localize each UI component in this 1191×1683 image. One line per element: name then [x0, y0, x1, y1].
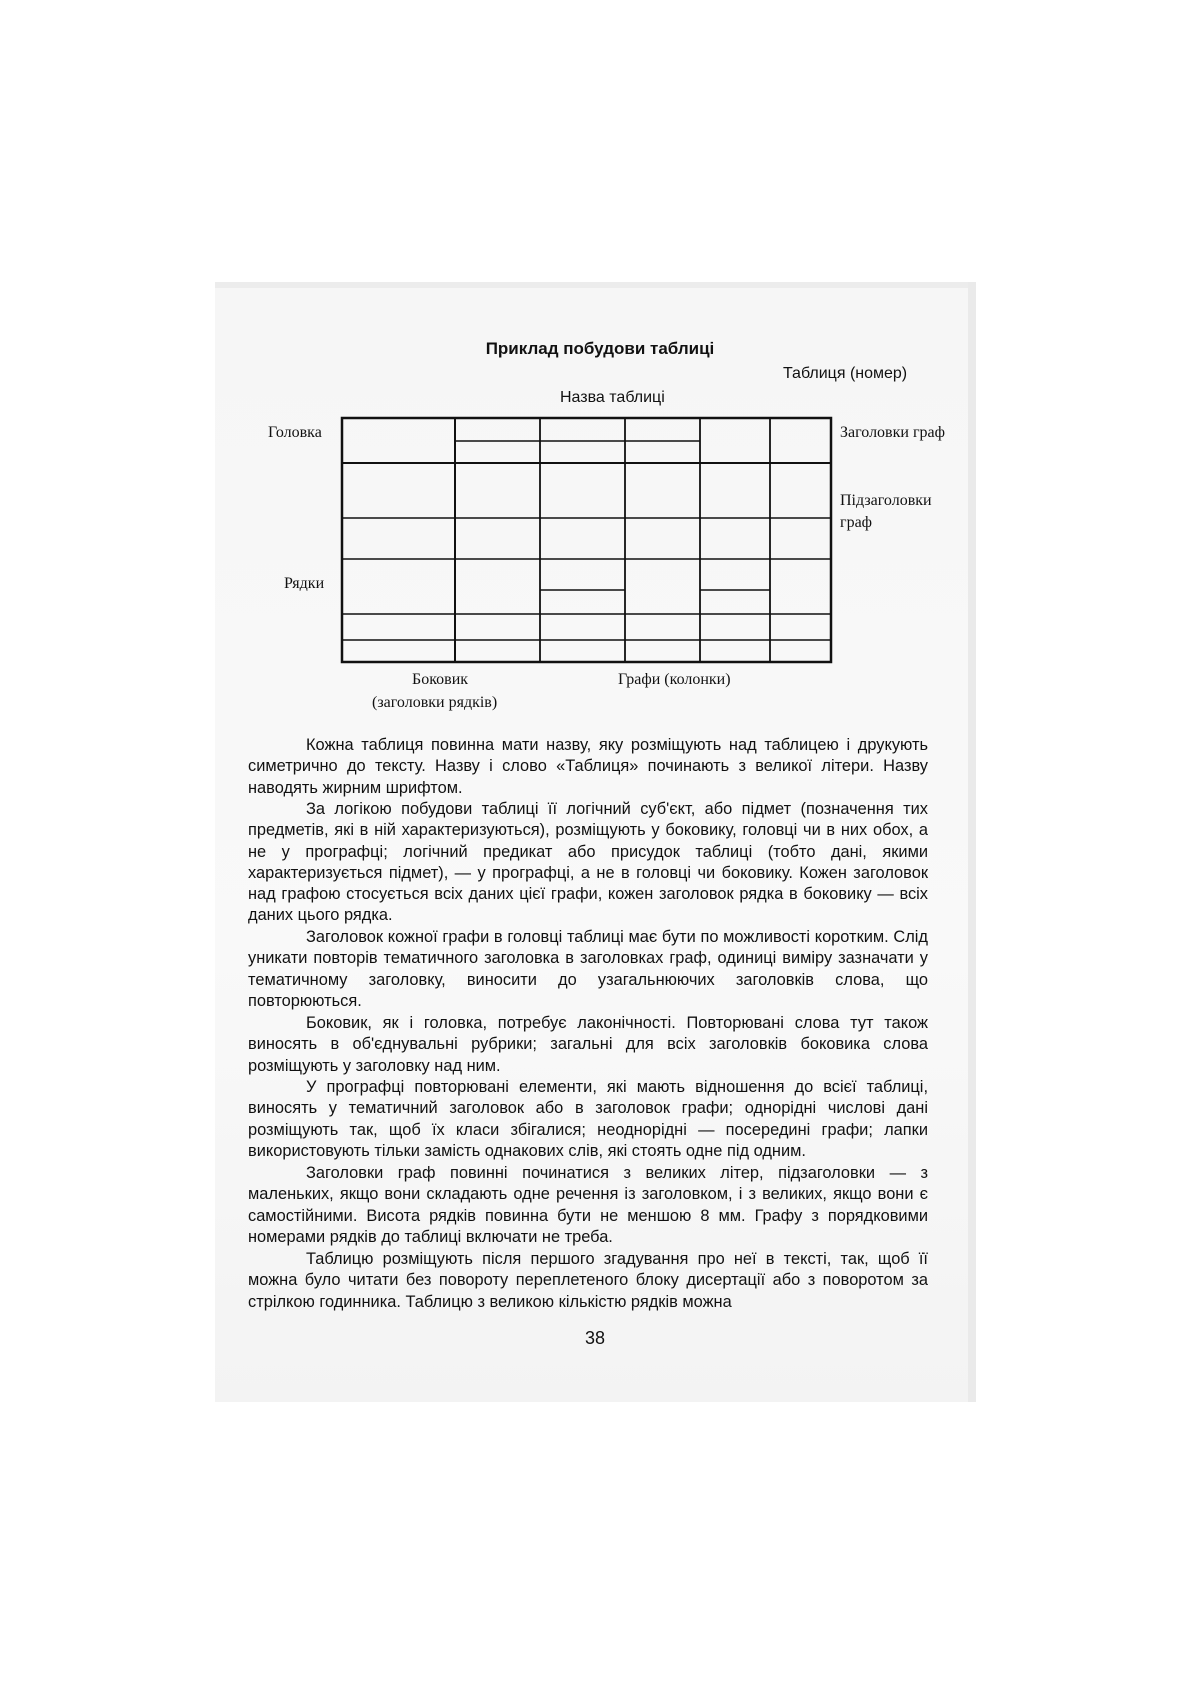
- column-headings-label: Заголовки граф: [840, 424, 945, 441]
- body-paragraph: Заголовки граф повинні починатися з великих літер, підзаголовки — з маленьких, якщо вони складають одне речення із заголовком, і з великих, якщо вони є самостійними. Висота рядків повинна бути не меншою 8 мм. Графу з порядковими номерами рядків до таблиці включати не треба.: [248, 1164, 928, 1246]
- body-paragraph: За логікою побудови таблиці її логічний суб'єкт, або підмет (позначення тих предметів, які в ній характеризуються), розміщують у боковику, головці чи в них обох, а не у прографці; логічний предикат або присудок таблиці (тобто дані, якими характеризується підмет), — у прографці, а не в головці чи боковику. Кожен заголовок над графою стосується всіх даних цієї графи, кожен заголовок рядка в боковику — всіх даних цього рядка.: [248, 800, 928, 925]
- schema-outer-frame: [342, 418, 831, 662]
- head-label: Головка: [268, 424, 322, 441]
- page-number: 38: [584, 1328, 606, 1348]
- body-paragraph: Боковик, як і головка, потребує лаконічності. Повторювані слова тут також виносять в об'єднувальні рубрики; загальні для всіх заголовків боковика слова розміщують у заголовку над ним.: [248, 1014, 928, 1075]
- stub-note: (заголовки рядків): [372, 694, 498, 711]
- table-name-label: Назва таблиці: [560, 389, 665, 406]
- table-number-label: Таблиця (номер): [783, 365, 908, 382]
- figure-title: Приклад побудови таблиці: [485, 339, 715, 358]
- column-subheadings-label: Підзаголовки граф: [840, 492, 932, 531]
- rows-label: Рядки: [284, 575, 325, 592]
- body-paragraph: У прографці повторювані елементи, які мають відношення до всієї таблиці, виносять у тематичний заголовок або в заголовок графи; однорідні числові дані розміщують так, щоб їх класи збігалися; неоднорідні — посередині графи; лапки використовують тільки замість однакових слів, які стоять одне під одним.: [248, 1078, 928, 1160]
- columns-label: Графи (колонки): [618, 671, 731, 688]
- body-paragraph: Таблицю розміщують після першого згадування про неї в тексті, так, щоб її можна було читати без повороту переплетеного блоку дисертації або з поворотом за стрілкою годинника. Таблицю з великою кількістю рядків можна: [248, 1250, 928, 1311]
- stub-label: Боковик: [412, 671, 469, 688]
- body-paragraph: Заголовок кожної графи в головці таблиці має бути по можливості коротким. Слід уникати повторів тематичного заголовка в заголовках граф, одиниці виміру зазначати у тематичному заголовку, виносити до узагальнюючих заголовків слова, що повторюються.: [248, 928, 928, 1010]
- body-paragraph: Кожна таблиця повинна мати назву, яку розміщують над таблицею і друкують симетрично до тексту. Назву і слово «Таблиця» починають з великої літери. Назву наводять жирним шрифтом.: [248, 736, 928, 797]
